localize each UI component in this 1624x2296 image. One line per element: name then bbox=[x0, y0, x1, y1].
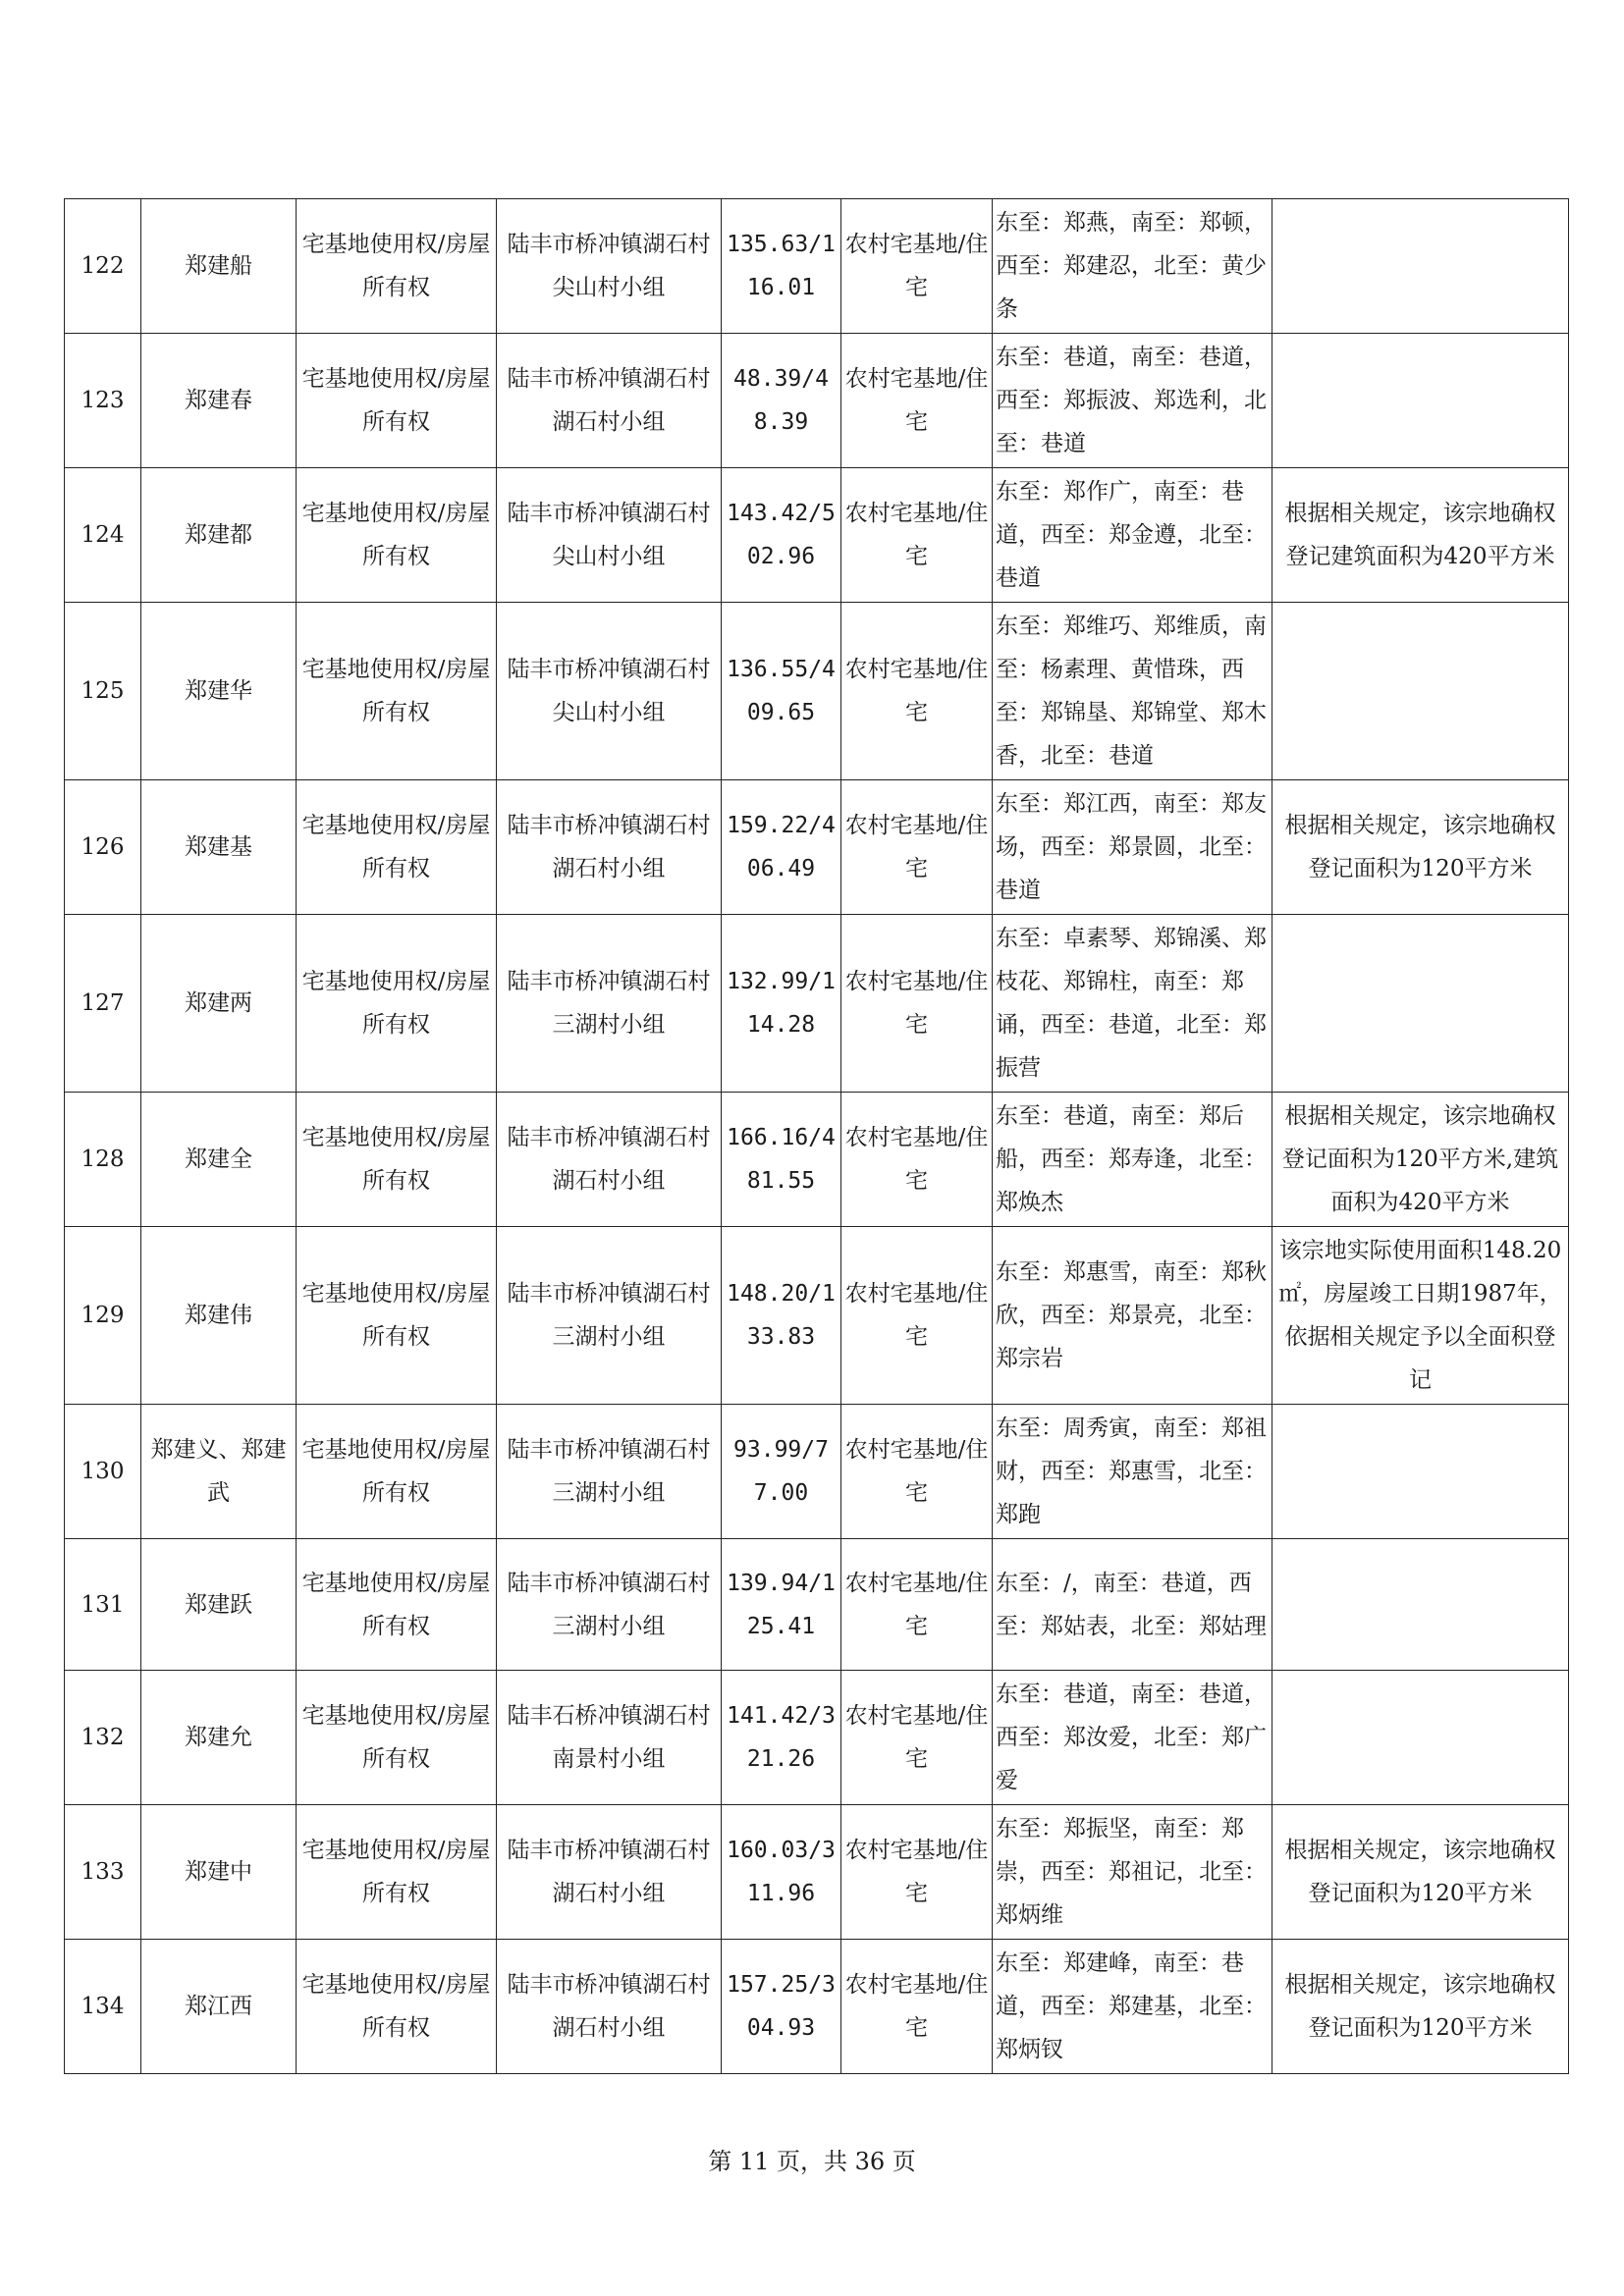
cell-boundary: 东至：郑燕，南至：郑顿，西至：郑建忍，北至：黄少条 bbox=[993, 199, 1272, 334]
cell-row-number: 128 bbox=[65, 1093, 141, 1227]
table-row bbox=[65, 915, 1569, 1093]
cell-land-use: 农村宅基地/住宅 bbox=[841, 468, 993, 603]
cell-right-type: 宅基地使用权/房屋所有权 bbox=[297, 1940, 497, 2074]
cell-location: 陆丰石桥冲镇湖石村南景村小组 bbox=[497, 1671, 722, 1805]
cell-land-use: 农村宅基地/住宅 bbox=[841, 1671, 993, 1805]
cell-notes: 根据相关规定，该宗地确权登记面积为120平方米 bbox=[1272, 780, 1569, 915]
cell-boundary: 东至：巷道，南至：郑后船，西至：郑寿逢，北至：郑焕杰 bbox=[993, 1093, 1272, 1227]
cell-land-use: 农村宅基地/住宅 bbox=[841, 199, 993, 334]
cell-notes bbox=[1272, 915, 1569, 1093]
cell-land-use: 农村宅基地/住宅 bbox=[841, 1539, 993, 1671]
cell-row-number: 127 bbox=[65, 915, 141, 1093]
cell-location: 陆丰市桥冲镇湖石村湖石村小组 bbox=[497, 1940, 722, 2074]
cell-right-type: 宅基地使用权/房屋所有权 bbox=[297, 334, 497, 468]
cell-area: 136.55/409.65 bbox=[722, 603, 841, 780]
cell-notes bbox=[1272, 603, 1569, 780]
cell-location: 陆丰市桥冲镇湖石村尖山村小组 bbox=[497, 199, 722, 334]
cell-area: 141.42/321.26 bbox=[722, 1671, 841, 1805]
cell-notes bbox=[1272, 334, 1569, 468]
cell-owner-name: 郑建都 bbox=[141, 468, 297, 603]
cell-notes bbox=[1272, 1671, 1569, 1805]
cell-notes bbox=[1272, 199, 1569, 334]
cell-right-type: 宅基地使用权/房屋所有权 bbox=[297, 915, 497, 1093]
cell-owner-name: 郑建华 bbox=[141, 603, 297, 780]
cell-right-type: 宅基地使用权/房屋所有权 bbox=[297, 1093, 497, 1227]
cell-notes bbox=[1272, 1539, 1569, 1671]
cell-owner-name: 郑建全 bbox=[141, 1093, 297, 1227]
cell-land-use: 农村宅基地/住宅 bbox=[841, 1940, 993, 2074]
cell-right-type: 宅基地使用权/房屋所有权 bbox=[297, 1539, 497, 1671]
cell-land-use: 农村宅基地/住宅 bbox=[841, 1805, 993, 1940]
cell-owner-name: 郑江西 bbox=[141, 1940, 297, 2074]
registration-table bbox=[64, 198, 1569, 2074]
cell-boundary: 东至：郑江西，南至：郑友场，西至：郑景圆，北至：巷道 bbox=[993, 780, 1272, 915]
cell-right-type: 宅基地使用权/房屋所有权 bbox=[297, 1227, 497, 1405]
cell-owner-name: 郑建基 bbox=[141, 780, 297, 915]
cell-boundary: 东至：郑维巧、郑维质，南至：杨素理、黄惜珠，西至：郑锦垦、郑锦堂、郑木香，北至：巷道 bbox=[993, 603, 1272, 780]
cell-boundary: 东至：巷道，南至：巷道，西至：郑振波、郑选利，北至：巷道 bbox=[993, 334, 1272, 468]
table-row bbox=[65, 1405, 1569, 1539]
cell-area: 139.94/125.41 bbox=[722, 1539, 841, 1671]
cell-right-type: 宅基地使用权/房屋所有权 bbox=[297, 1671, 497, 1805]
cell-owner-name: 郑建伟 bbox=[141, 1227, 297, 1405]
cell-right-type: 宅基地使用权/房屋所有权 bbox=[297, 1405, 497, 1539]
cell-notes: 该宗地实际使用面积148.20㎡，房屋竣工日期1987年，依据相关规定予以全面积登记 bbox=[1272, 1227, 1569, 1405]
table-row bbox=[65, 468, 1569, 603]
cell-row-number: 134 bbox=[65, 1940, 141, 2074]
cell-area: 132.99/114.28 bbox=[722, 915, 841, 1093]
cell-right-type: 宅基地使用权/房屋所有权 bbox=[297, 603, 497, 780]
cell-notes: 根据相关规定，该宗地确权登记面积为120平方米,建筑面积为420平方米 bbox=[1272, 1093, 1569, 1227]
cell-boundary: 东至：郑振坚，南至：郑崇，西至：郑祖记，北至：郑炳维 bbox=[993, 1805, 1272, 1940]
cell-location: 陆丰市桥冲镇湖石村尖山村小组 bbox=[497, 468, 722, 603]
cell-notes: 根据相关规定，该宗地确权登记建筑面积为420平方米 bbox=[1272, 468, 1569, 603]
cell-row-number: 133 bbox=[65, 1805, 141, 1940]
cell-land-use: 农村宅基地/住宅 bbox=[841, 1405, 993, 1539]
cell-area: 148.20/133.83 bbox=[722, 1227, 841, 1405]
cell-boundary: 东至：周秀寅，南至：郑祖财，西至：郑惠雪，北至：郑跑 bbox=[993, 1405, 1272, 1539]
table-row bbox=[65, 1940, 1569, 2074]
cell-right-type: 宅基地使用权/房屋所有权 bbox=[297, 780, 497, 915]
cell-row-number: 123 bbox=[65, 334, 141, 468]
cell-location: 陆丰市桥冲镇湖石村三湖村小组 bbox=[497, 915, 722, 1093]
page-footer: 第 11 页，共 36 页 bbox=[708, 2148, 916, 2175]
cell-owner-name: 郑建春 bbox=[141, 334, 297, 468]
cell-location: 陆丰市桥冲镇湖石村湖石村小组 bbox=[497, 334, 722, 468]
cell-location: 陆丰市桥冲镇湖石村湖石村小组 bbox=[497, 1805, 722, 1940]
cell-area: 166.16/481.55 bbox=[722, 1093, 841, 1227]
cell-location: 陆丰市桥冲镇湖石村三湖村小组 bbox=[497, 1539, 722, 1671]
cell-row-number: 122 bbox=[65, 199, 141, 334]
cell-area: 160.03/311.96 bbox=[722, 1805, 841, 1940]
cell-notes bbox=[1272, 1405, 1569, 1539]
cell-owner-name: 郑建跃 bbox=[141, 1539, 297, 1671]
cell-boundary: 东至：郑惠雪，南至：郑秋欣，西至：郑景亮，北至：郑宗岩 bbox=[993, 1227, 1272, 1405]
cell-owner-name: 郑建两 bbox=[141, 915, 297, 1093]
cell-location: 陆丰市桥冲镇湖石村湖石村小组 bbox=[497, 780, 722, 915]
cell-row-number: 131 bbox=[65, 1539, 141, 1671]
cell-land-use: 农村宅基地/住宅 bbox=[841, 1093, 993, 1227]
cell-location: 陆丰市桥冲镇湖石村三湖村小组 bbox=[497, 1405, 722, 1539]
table-row bbox=[65, 1805, 1569, 1940]
table-row bbox=[65, 1227, 1569, 1405]
cell-notes: 根据相关规定，该宗地确权登记面积为120平方米 bbox=[1272, 1940, 1569, 2074]
table-row bbox=[65, 603, 1569, 780]
cell-row-number: 124 bbox=[65, 468, 141, 603]
cell-land-use: 农村宅基地/住宅 bbox=[841, 1227, 993, 1405]
cell-area: 143.42/502.96 bbox=[722, 468, 841, 603]
cell-notes: 根据相关规定，该宗地确权登记面积为120平方米 bbox=[1272, 1805, 1569, 1940]
table-row bbox=[65, 1093, 1569, 1227]
cell-boundary: 东至：郑作广，南至：巷道，西至：郑金遵，北至：巷道 bbox=[993, 468, 1272, 603]
cell-owner-name: 郑建义、郑建武 bbox=[141, 1405, 297, 1539]
cell-owner-name: 郑建船 bbox=[141, 199, 297, 334]
cell-row-number: 132 bbox=[65, 1671, 141, 1805]
table-row bbox=[65, 1671, 1569, 1805]
table-row bbox=[65, 780, 1569, 915]
cell-land-use: 农村宅基地/住宅 bbox=[841, 780, 993, 915]
cell-area: 93.99/77.00 bbox=[722, 1405, 841, 1539]
cell-area: 159.22/406.49 bbox=[722, 780, 841, 915]
cell-right-type: 宅基地使用权/房屋所有权 bbox=[297, 468, 497, 603]
cell-boundary: 东至：卓素琴、郑锦溪、郑枝花、郑锦柱，南至：郑诵，西至：巷道，北至：郑振营 bbox=[993, 915, 1272, 1093]
cell-boundary: 东至：巷道，南至：巷道，西至：郑汝爱，北至：郑广爱 bbox=[993, 1671, 1272, 1805]
cell-location: 陆丰市桥冲镇湖石村三湖村小组 bbox=[497, 1227, 722, 1405]
table-row bbox=[65, 1539, 1569, 1671]
cell-row-number: 129 bbox=[65, 1227, 141, 1405]
cell-area: 157.25/304.93 bbox=[722, 1940, 841, 2074]
table-body bbox=[65, 199, 1569, 2074]
cell-boundary: 东至：郑建峰，南至：巷道，西至：郑建基，北至：郑炳钗 bbox=[993, 1940, 1272, 2074]
cell-land-use: 农村宅基地/住宅 bbox=[841, 334, 993, 468]
cell-location: 陆丰市桥冲镇湖石村尖山村小组 bbox=[497, 603, 722, 780]
cell-right-type: 宅基地使用权/房屋所有权 bbox=[297, 1805, 497, 1940]
cell-area: 135.63/116.01 bbox=[722, 199, 841, 334]
cell-land-use: 农村宅基地/住宅 bbox=[841, 603, 993, 780]
table-row bbox=[65, 199, 1569, 334]
cell-row-number: 126 bbox=[65, 780, 141, 915]
cell-owner-name: 郑建允 bbox=[141, 1671, 297, 1805]
cell-right-type: 宅基地使用权/房屋所有权 bbox=[297, 199, 497, 334]
cell-row-number: 130 bbox=[65, 1405, 141, 1539]
cell-land-use: 农村宅基地/住宅 bbox=[841, 915, 993, 1093]
cell-row-number: 125 bbox=[65, 603, 141, 780]
table-row bbox=[65, 334, 1569, 468]
cell-area: 48.39/48.39 bbox=[722, 334, 841, 468]
cell-boundary: 东至：/，南至：巷道，西至：郑姑表，北至：郑姑理 bbox=[993, 1539, 1272, 1671]
cell-owner-name: 郑建中 bbox=[141, 1805, 297, 1940]
cell-location: 陆丰市桥冲镇湖石村湖石村小组 bbox=[497, 1093, 722, 1227]
